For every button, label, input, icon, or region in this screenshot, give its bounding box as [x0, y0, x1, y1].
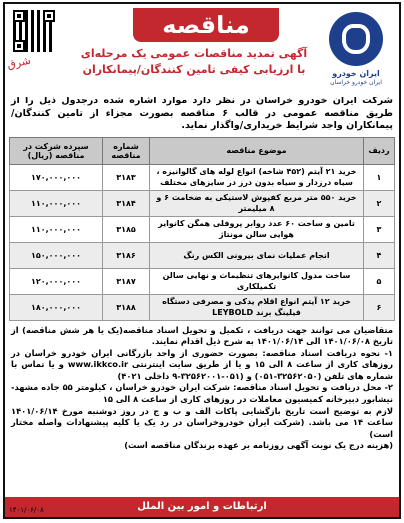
table-header-row: [10, 137, 395, 164]
header-row-number: ردیف: [364, 137, 395, 164]
row-subject: خرید ۱۲ آیتم انواع اقلام یدکی و مصرفی دستگاه فیلینگ برند LEYBOLD: [150, 294, 364, 320]
note-opening-date: لازم به توضیح است تاریخ بازگشایی پاکات الف و ب و ج در روز دوشنبه مورخ ۱۴۰۱/۰۶/۱۴ ساعت ۱۴ می باشد. (شرکت ایران خودروخراسان در رد یک یا کلیه پیشنهادات واصله مختار است): [11, 405, 393, 439]
footer-bar: ارتباطات و امور بین الملل: [5, 497, 399, 517]
row-subject: خرید ۵۵۰ متر مربع کفپوش لاستیکی به ضخامت ۶ و ۸ میلیمتر: [150, 190, 364, 216]
note-obtain-documents: ۱- نحوه دریافت اسناد مناقصه: بصورت حضوری از واحد بازرگانی ایران خودرو خراسان در روزهای کاری از ساعت ۸ الی ۱۵ و یا از طریق سایت اینترنتی www.ikkco.ir و یا تماس با شماره های تلفن (۳۲۵۶۲۰۵۰-۰۵۱) و (۰۵۱-۳۲۵۶۲۰۰۱-۹ داخلی ۴۰۲۱): [11, 347, 394, 381]
row-deposit: ۱۷۰,۰۰۰,۰۰۰: [10, 164, 103, 190]
header-tender-number: شماره مناقصه: [103, 137, 150, 164]
iran-khodro-logo-icon: [329, 12, 383, 66]
row-tender-number: ۳۱۸۵: [103, 216, 150, 242]
side-watermark-text: شرق: [5, 53, 32, 72]
table-row: [10, 216, 395, 242]
notice-subtitle-2: با ارزیابی کیفی تامین کنندگان/پیمانکاران: [82, 63, 306, 76]
notes-section: [5, 321, 399, 453]
intro-paragraph: شرکت ایران خودرو خراسان در نظر دارد موارد اشاره شده درجدول ذیل را از طریق مناقصه عمومی در قالب ۶ مناقصه بصورت مجزاء از تامین کنندگان/پیمانکاران واجد شرایط خریداری/واگذار نماید.: [11, 95, 393, 131]
table-row: [10, 268, 395, 294]
company-logo: [319, 10, 393, 94]
row-tender-number: ۳۱۸۳: [103, 164, 150, 190]
note-ad-cost: (هزینه درج یک نوبت آگهی روزنامه بر عهده برندگان مناقصه است): [124, 440, 393, 451]
row-deposit: ۱۱۰,۰۰۰,۰۰۰: [10, 190, 103, 216]
row-tender-number: ۳۱۸۸: [103, 294, 150, 320]
row-number: ۴: [364, 242, 395, 268]
header-deposit: سپرده شرکت در مناقصه (ریال): [10, 137, 103, 164]
qr-code-icon[interactable]: [13, 10, 55, 52]
row-number: ۲: [364, 190, 395, 216]
footer-code: ۱۴۰۱/۰۶/۰۸: [9, 506, 44, 514]
tender-notice: [3, 2, 401, 519]
note-delivery-location: ۲- محل دریافت و تحویل اسناد مناقصه: شرکت ایران خودرو خراسان ، کیلومتر ۵۵ جاده مشهد-نیشابور دبیرخانه کمیسیون معاملات در روزهای کاری از ساعت ۸ الی ۱۵: [11, 382, 393, 405]
table-row: [10, 242, 395, 268]
row-deposit: ۱۸۰,۰۰۰,۰۰۰: [10, 294, 103, 320]
row-subject: تامین و ساخت ۶۰ عدد روابر پروفلی همگن کانوایر هوایی سالن مونتاژ: [150, 216, 364, 242]
logo-sub-text: ایران خودرو خراسان: [330, 79, 382, 86]
row-subject: انجام عملیات نمای بیرونی الکس رنگ: [150, 242, 364, 268]
table-row: [10, 164, 395, 190]
row-tender-number: ۳۱۸۷: [103, 268, 150, 294]
row-number: ۱: [364, 164, 395, 190]
row-tender-number: ۳۱۸۶: [103, 242, 150, 268]
row-subject: خرید ۲۱ آیتم (۴۵۲ شاخه) انواع لوله های گالوانیزه ، سیاه درزدار و سیاه بدون درز در سایزهای مختلف: [150, 164, 364, 190]
row-deposit: ۱۱۰,۰۰۰,۰۰۰: [10, 216, 103, 242]
row-number: ۵: [364, 268, 395, 294]
row-number: ۶: [364, 294, 395, 320]
row-tender-number: ۳۱۸۴: [103, 190, 150, 216]
row-deposit: ۱۲۰,۰۰۰,۰۰۰: [10, 268, 103, 294]
table-row: [10, 294, 395, 320]
note-schedule: متقاضیان می توانند جهت دریافت ، تکمیل و تحویل اسناد مناقصه(یک یا هر شش مناقصه) از تاریخ ۱۴۰۱/۰۶/۰۸ الی ۱۴۰۱/۰۶/۱۴ به شرح ذیل اقدام نمایند.: [11, 324, 393, 347]
notice-subtitle-1: آگهی تمدید مناقصات عمومی یک مرحله‌ای: [80, 47, 308, 60]
row-deposit: ۱۵۰,۰۰۰,۰۰۰: [10, 242, 103, 268]
tender-table: [9, 137, 395, 321]
logo-brand-text: ایران خودرو: [332, 69, 380, 78]
header-subject: موضوع مناقصه: [150, 137, 364, 164]
table-row: [10, 190, 395, 216]
notice-header: [5, 4, 399, 97]
row-number: ۳: [364, 216, 395, 242]
notice-title: مناقصه: [133, 8, 279, 42]
row-subject: ساخت مدول کانوایرهای تنظیمات و نهایی سالن تکمیلکاری: [150, 268, 364, 294]
